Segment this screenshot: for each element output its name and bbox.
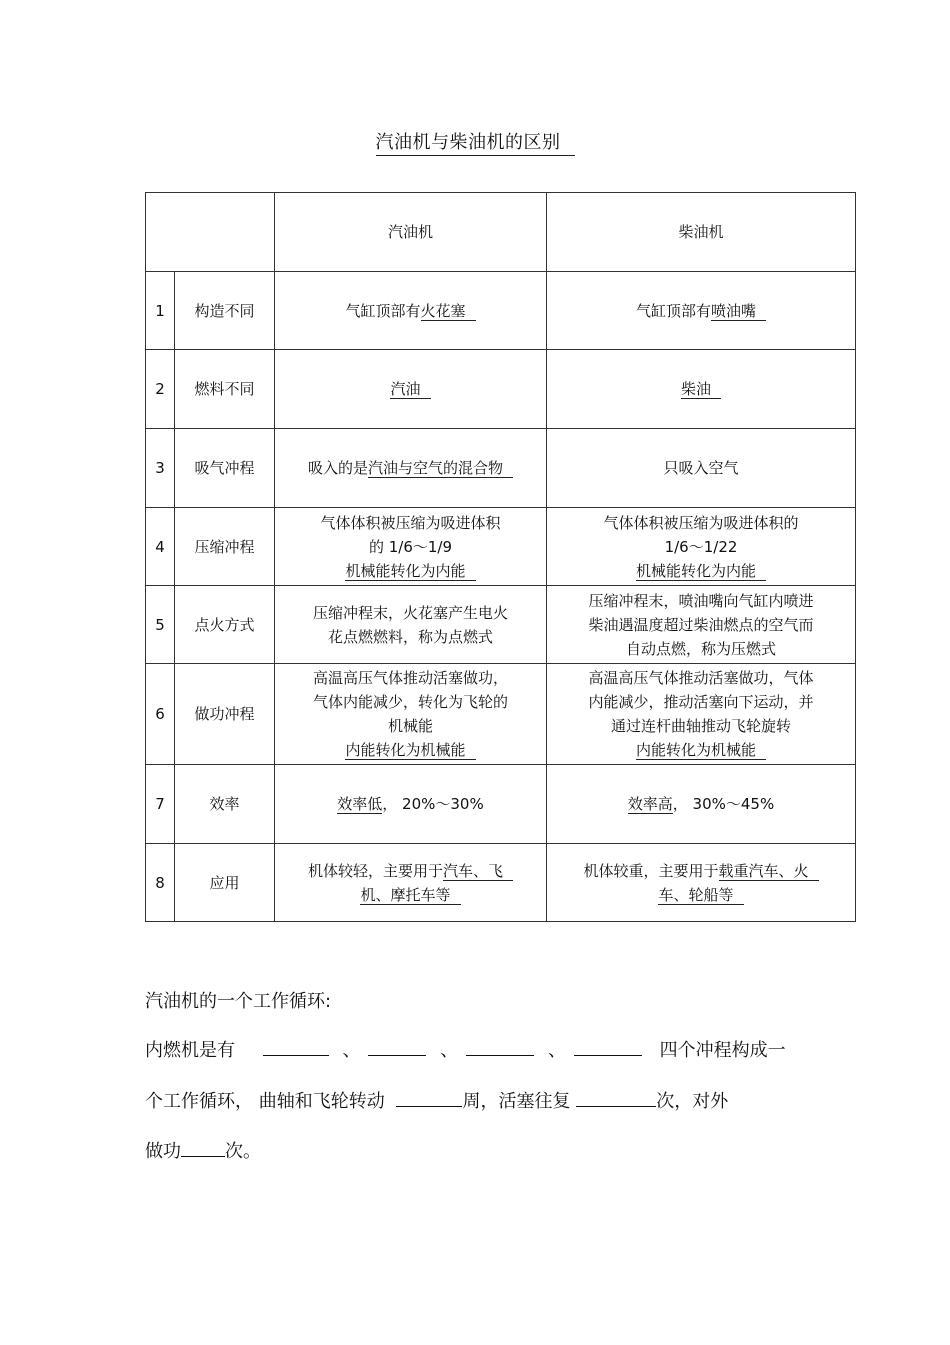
row-number: 8 bbox=[146, 844, 175, 922]
header-diesel: 柴油机 bbox=[547, 193, 856, 272]
comparison-table bbox=[145, 192, 856, 922]
row-item: 效率 bbox=[175, 765, 275, 844]
diesel-cell: 效率高， 30%～45% bbox=[547, 765, 856, 844]
diesel-cell: 压缩冲程末，喷油嘴向气缸内喷进 柴油遇温度超过柴油燃点的空气而 自动点燃，称为压燃式 bbox=[547, 586, 856, 664]
table-row bbox=[146, 586, 856, 664]
answer-blank[interactable] bbox=[396, 1088, 462, 1107]
answer-blank[interactable] bbox=[263, 1037, 329, 1056]
table-row bbox=[146, 272, 856, 350]
diesel-cell: 只吸入空气 bbox=[547, 429, 856, 508]
gasoline-cell: 汽油 bbox=[275, 350, 547, 429]
row-item: 燃料不同 bbox=[175, 350, 275, 429]
table-row bbox=[146, 664, 856, 765]
row-number: 3 bbox=[146, 429, 175, 508]
row-number: 4 bbox=[146, 508, 175, 586]
gasoline-cell: 气体体积被压缩为吸进体积 的 1/6～1/9 机械能转化为内能 bbox=[275, 508, 547, 586]
row-item: 压缩冲程 bbox=[175, 508, 275, 586]
row-number: 2 bbox=[146, 350, 175, 429]
table-row bbox=[146, 844, 856, 922]
gasoline-cell: 压缩冲程末，火花塞产生电火 花点燃燃料，称为点燃式 bbox=[275, 586, 547, 664]
diesel-cell: 气缸顶部有喷油嘴 bbox=[547, 272, 856, 350]
diesel-cell: 柴油 bbox=[547, 350, 856, 429]
diesel-cell: 气体体积被压缩为吸进体积的 1/6～1/22 机械能转化为内能 bbox=[547, 508, 856, 586]
answer-blank[interactable] bbox=[368, 1037, 426, 1056]
document-title: 汽油机与柴油机的区别 bbox=[0, 128, 950, 154]
gasoline-cell: 气缸顶部有火花塞 bbox=[275, 272, 547, 350]
gasoline-cell: 效率低， 20%～30% bbox=[275, 765, 547, 844]
table-row bbox=[146, 508, 856, 586]
question-line-3: 做功 次。 bbox=[145, 1137, 261, 1163]
header-gasoline: 汽油机 bbox=[275, 193, 547, 272]
gasoline-cell: 高温高压气体推动活塞做功， 气体内能减少，转化为飞轮的 机械能 内能转化为机械能 bbox=[275, 664, 547, 765]
table-row bbox=[146, 350, 856, 429]
answer-blank[interactable] bbox=[576, 1088, 656, 1107]
table-header-row bbox=[146, 193, 856, 272]
answer-blank[interactable] bbox=[466, 1037, 534, 1056]
question-line-2: 个工作循环， 曲轴和飞轮转动 周，活塞往复 次，对外 bbox=[145, 1087, 728, 1113]
row-item: 构造不同 bbox=[175, 272, 275, 350]
answer-blank[interactable] bbox=[574, 1037, 642, 1056]
table-row bbox=[146, 765, 856, 844]
row-number: 5 bbox=[146, 586, 175, 664]
row-item: 点火方式 bbox=[175, 586, 275, 664]
gasoline-cell: 机体较轻，主要用于汽车、飞 机、摩托车等 bbox=[275, 844, 547, 922]
table-row bbox=[146, 429, 856, 508]
row-item: 做功冲程 bbox=[175, 664, 275, 765]
gasoline-cell: 吸入的是汽油与空气的混合物 bbox=[275, 429, 547, 508]
row-number: 1 bbox=[146, 272, 175, 350]
diesel-cell: 机体较重，主要用于载重汽车、火 车、轮船等 bbox=[547, 844, 856, 922]
section-heading: 汽油机的一个工作循环: bbox=[145, 991, 332, 1012]
answer-blank[interactable] bbox=[181, 1138, 225, 1157]
question-line-1: 内燃机是有 、 、 、 四个冲程构成一 bbox=[145, 1036, 786, 1062]
row-number: 6 bbox=[146, 664, 175, 765]
row-item: 应用 bbox=[175, 844, 275, 922]
header-empty-cell bbox=[146, 193, 275, 272]
row-number: 7 bbox=[146, 765, 175, 844]
row-item: 吸气冲程 bbox=[175, 429, 275, 508]
diesel-cell: 高温高压气体推动活塞做功，气体 内能减少，推动活塞向下运动，并 通过连杆曲轴推动飞轮旋转 内能转化为机械能 bbox=[547, 664, 856, 765]
